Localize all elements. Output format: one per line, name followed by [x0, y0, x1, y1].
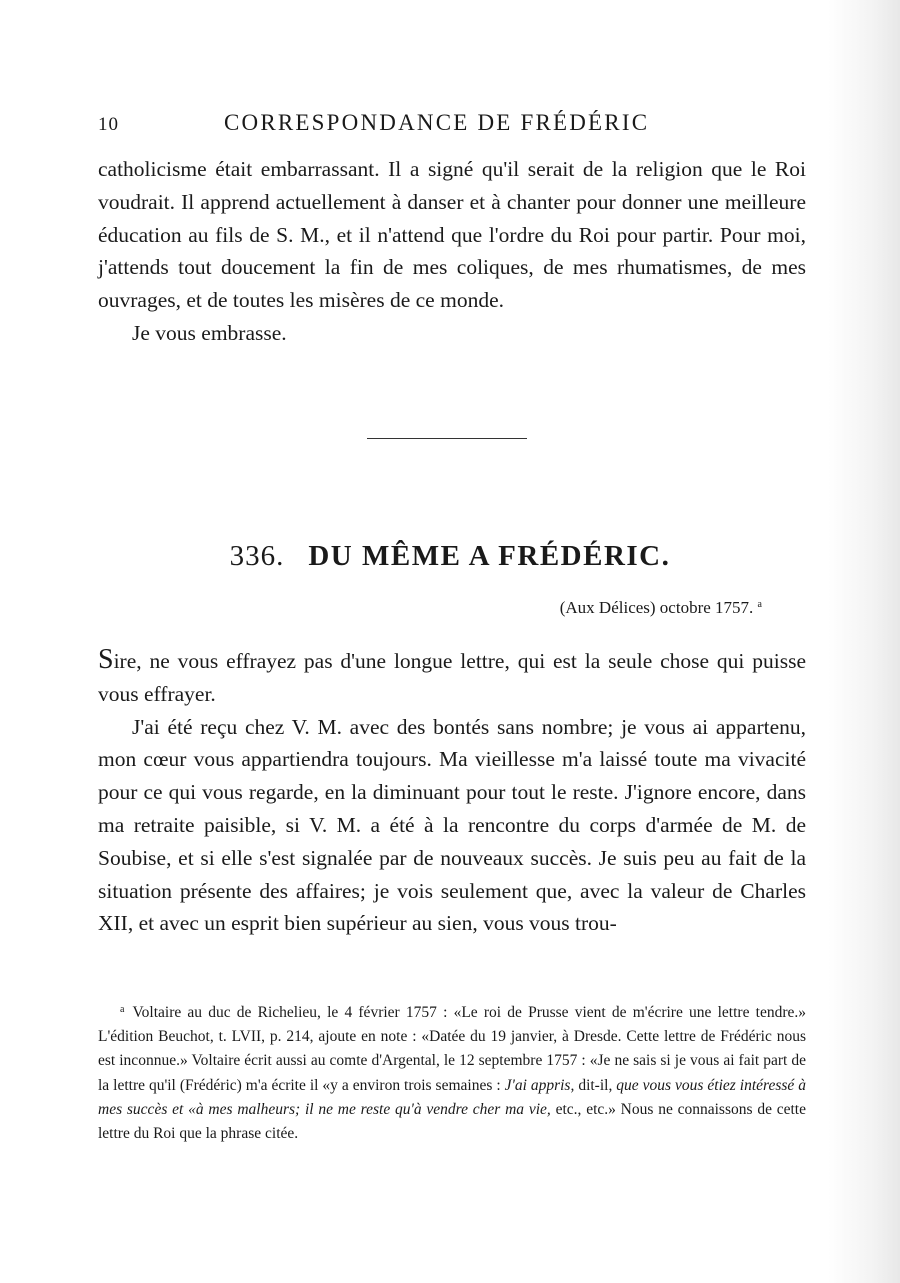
letter-title: DU MÊME A FRÉDÉRIC. — [308, 540, 671, 572]
continued-paragraph: catholicisme était embarrassant. Il a signé qu'il serait de la religion que le Roi voudrait. Il apprend actuellement à danser et à chanter pour donner une meilleure éducation au fils de S. M., et il n'attend que l'ordre du Roi pour partir. Pour moi, j'attends tout doucement la fin de mes coliques, de mes rhumatismes, de mes ouvrages, et de toutes les misères de ce monde. — [98, 157, 806, 313]
opening-initial: S — [98, 644, 114, 675]
footnote-text-2: dit-il, — [578, 1076, 613, 1094]
footnote-a — [98, 998, 806, 1146]
closing-line: Je vous embrasse. — [132, 320, 287, 345]
letter-paragraph-1 — [98, 644, 806, 711]
footnote-reference: a — [757, 599, 762, 610]
letter-dateline — [560, 598, 762, 618]
dateline-text: (Aux Délices) octobre 1757. — [559, 598, 754, 617]
footnote-italic-2: que vous vous étiez intéressé à mes succès et «à mes malheurs; il ne me reste qu'à vendre cher ma vie, — [98, 1076, 807, 1118]
paragraph-1-text: ire, ne vous effrayez pas d'une longue lettre, qui est la seule chose qui puisse vous effrayer. — [98, 649, 806, 706]
page-number: 10 — [98, 114, 119, 135]
running-head — [98, 110, 808, 140]
continued-letter — [98, 153, 806, 350]
footnote-mark: a — [120, 1004, 125, 1015]
footnote-text-1: Voltaire au duc de Richelieu, le 4 février 1757 : «Le roi de Prusse vient de m'écrire une lettre tendre.» L'édition Beuchot, t. LVII, p. 214, ajoute en note : «Datée du 19 janvier, à Dresde. Cette lettre de Frédéric nous est inconnue.» Voltaire écrit aussi au comte d'Argental, le 12 septembre 1757 : «Je ne sais si je vous ai fait part de la lettre qu'il (Frédéric) m'a écrite il «y a environ trois semaines : — [98, 1004, 806, 1094]
letter-body — [98, 644, 806, 940]
footnote-block — [98, 998, 806, 1146]
running-title: CORRESPONDANCE DE FRÉDÉRIC — [224, 110, 650, 135]
letter-heading — [0, 540, 900, 573]
section-divider — [367, 438, 527, 439]
letter-number: 336. — [229, 540, 285, 572]
letter-paragraph-2: J'ai été reçu chez V. M. avec des bontés sans nombre; je vous ai appartenu, mon cœur vous appartiendra toujours. Ma vieillesse m'a laissé toute ma vivacité pour ce qui vous regarde, en la diminuant pour tout le reste. J'ignore encore, dans ma retraite paisible, si V. M. a été à la rencontre du corps d'armée de M. de Soubise, et si elle s'est signalée par de nouveaux succès. Je suis peu au fait de la situation présente des affaires; je vois seulement que, avec la valeur de Charles XII, et avec un esprit bien supérieur au sien, vous vous trou- — [98, 714, 806, 936]
footnote-italic-1: J'ai appris, — [504, 1076, 575, 1094]
footnote-text-3: etc., etc.» Nous ne connaissons de cette lettre du Roi que la phrase citée. — [98, 1100, 806, 1143]
